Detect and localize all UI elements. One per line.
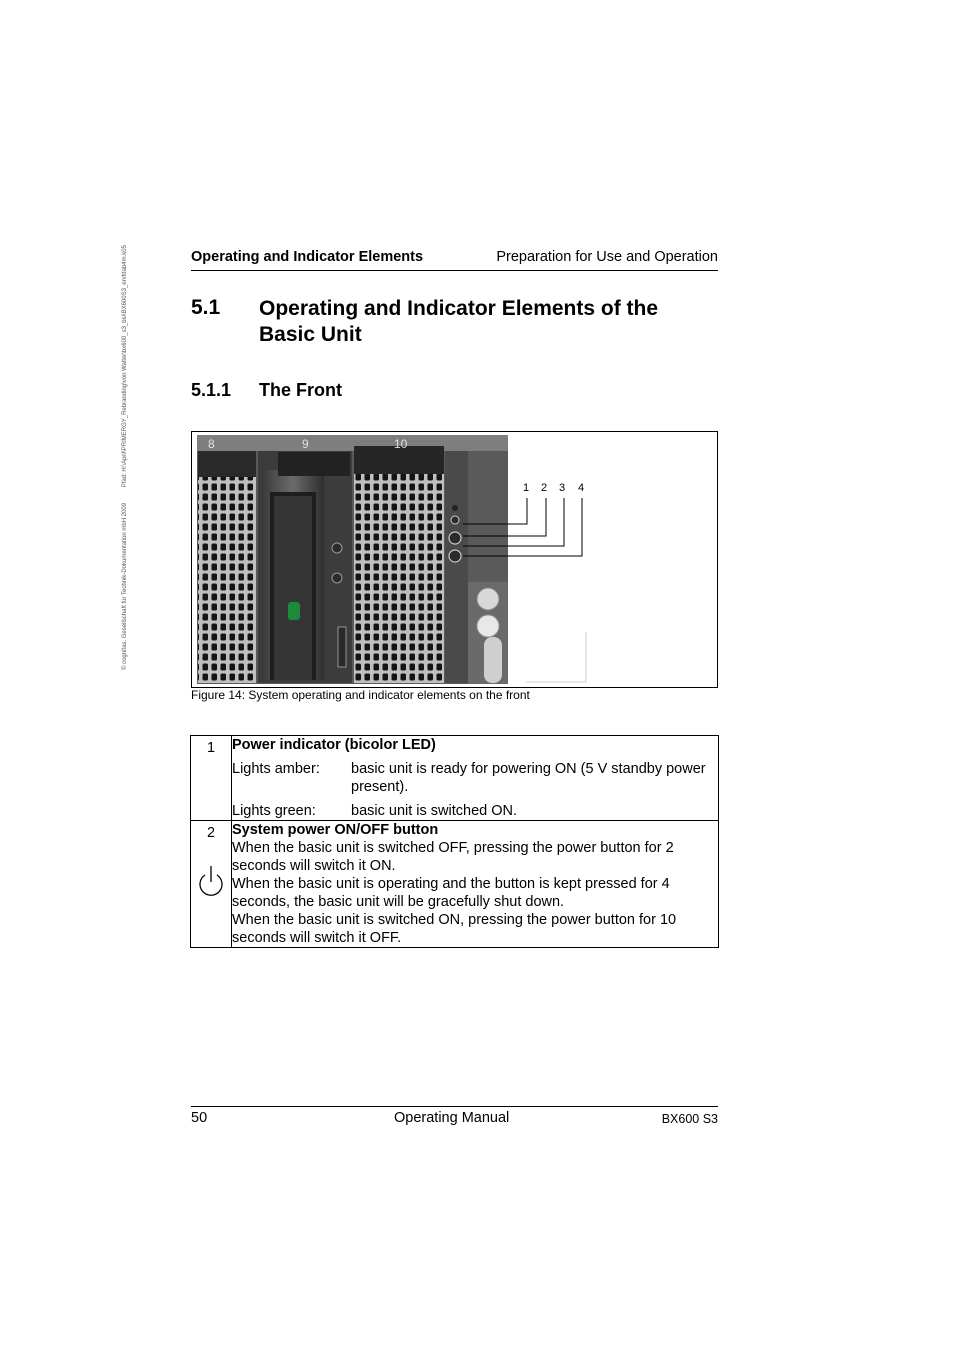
subsection-title: The Front [259, 380, 342, 400]
side-note [118, 240, 132, 670]
header-chapter: Operating and Indicator Elements [191, 249, 424, 265]
section-number: 5.1 [191, 296, 221, 319]
led-state-text: basic unit is switched ON. [351, 803, 518, 819]
file-path-note: Pfad: H:\April\PRIMERGY_Rebranding\von Walter\bx600_s3_bsi\BX600S3_ervfdab4m.k05 [122, 245, 128, 488]
legend-row [191, 821, 719, 948]
figure-frame [191, 431, 718, 688]
legend-text: When the basic unit is switched OFF, pressing the power button for 2 seconds will switch it ON. [232, 840, 674, 874]
figure-caption: Figure 14: System operating and indicator elements on the front [191, 688, 530, 702]
section-title: Operating and Indicator Elements of the Basic Unit [259, 297, 659, 346]
legend-text: When the basic unit is switched ON, pressing the power button for 10 seconds will switch it OFF. [232, 912, 677, 946]
legend-title: Power indicator (bicolor LED) [232, 737, 436, 753]
legend-number: 1 [206, 740, 216, 756]
callout-number: 2 [541, 482, 548, 494]
led-state-label: Lights amber: [232, 761, 320, 777]
slot-label: 9 [302, 437, 309, 451]
legend-table [190, 735, 719, 948]
slot-label: 8 [208, 437, 215, 451]
header-rule [191, 270, 718, 271]
power-icon [197, 863, 225, 897]
copyright-note: © cognitas. Gesellschaft für Technik-Dokumentation mbH 2009 [122, 502, 128, 670]
led-state-text: basic unit is ready for powering ON (5 V standby power present). [351, 761, 706, 795]
header-section: Preparation for Use and Operation [496, 249, 718, 265]
callout-number: 1 [523, 482, 530, 494]
legend-number: 2 [206, 825, 216, 841]
legend-text: When the basic unit is operating and the button is kept pressed for 4 seconds, the basic unit will be gracefully shut down. [232, 876, 670, 910]
led-state-label: Lights green: [232, 803, 316, 819]
led-state-row [232, 802, 718, 820]
front-panel-photo [192, 432, 717, 687]
callout-number: 4 [578, 482, 585, 494]
footer-title: Operating Manual [394, 1110, 510, 1126]
legend-title: System power ON/OFF button [232, 822, 439, 838]
page-number: 50 [191, 1110, 208, 1126]
callout-number: 3 [559, 482, 566, 494]
led-state-row [232, 760, 718, 796]
legend-row [191, 736, 719, 821]
footer-product: BX600 S3 [661, 1112, 718, 1126]
subsection-number: 5.1.1 [191, 380, 232, 400]
slot-label: 10 [394, 437, 408, 451]
footer-rule [191, 1106, 718, 1107]
